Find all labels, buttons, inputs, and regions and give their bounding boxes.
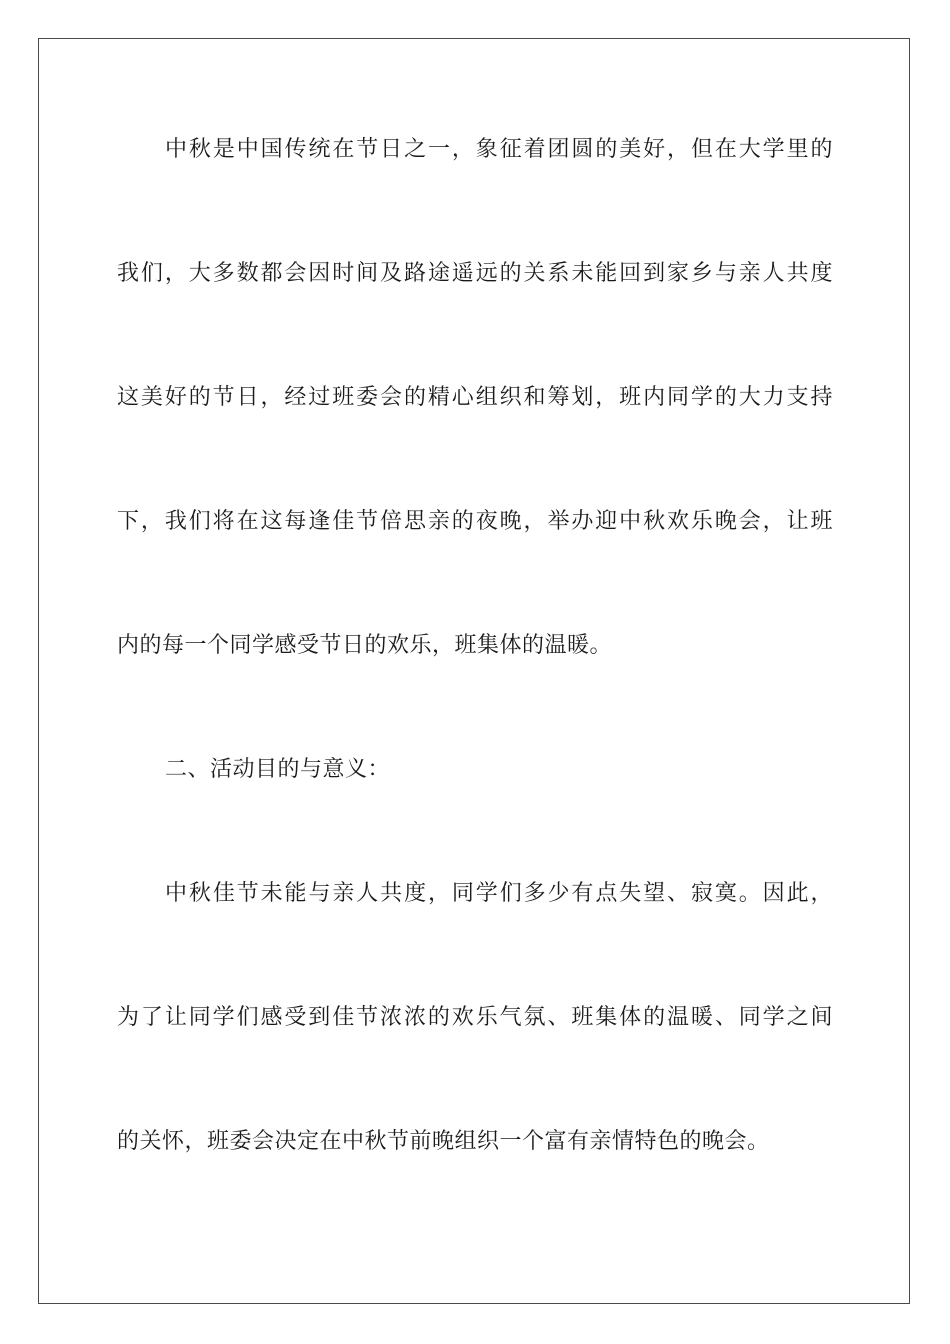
paragraph-2-line-3: 的关怀，班委会决定在中秋节前晚组织一个富有亲情特色的晚会。 xyxy=(117,1129,770,1154)
paragraph-1-line-1: 中秋是中国传统在节日之一，象征着团圆的美好，但在大学里的 xyxy=(165,137,833,162)
paragraph-1-line-4: 下，我们将在这每逢佳节倍思亲的夜晚，举办迎中秋欢乐晚会，让班 xyxy=(117,509,833,534)
paragraph-2-line-2: 为了让同学们感受到佳节浓浓的欢乐气氛、班集体的温暖、同学之间 xyxy=(117,1005,833,1030)
paragraph-1-line-3: 这美好的节日，经过班委会的精心组织和筹划，班内同学的大力支持 xyxy=(117,385,833,410)
paragraph-1-line-5: 内的每一个同学感受节日的欢乐，班集体的温暖。 xyxy=(117,633,613,658)
paragraph-1-line-2: 我们，大多数都会因时间及路途遥远的关系未能回到家乡与亲人共度 xyxy=(117,261,833,286)
section-heading: 二、活动目的与意义： xyxy=(165,757,391,782)
page-border xyxy=(38,38,910,1304)
paragraph-2-line-1: 中秋佳节未能与亲人共度，同学们多少有点失望、寂寞。因此， xyxy=(165,881,833,906)
